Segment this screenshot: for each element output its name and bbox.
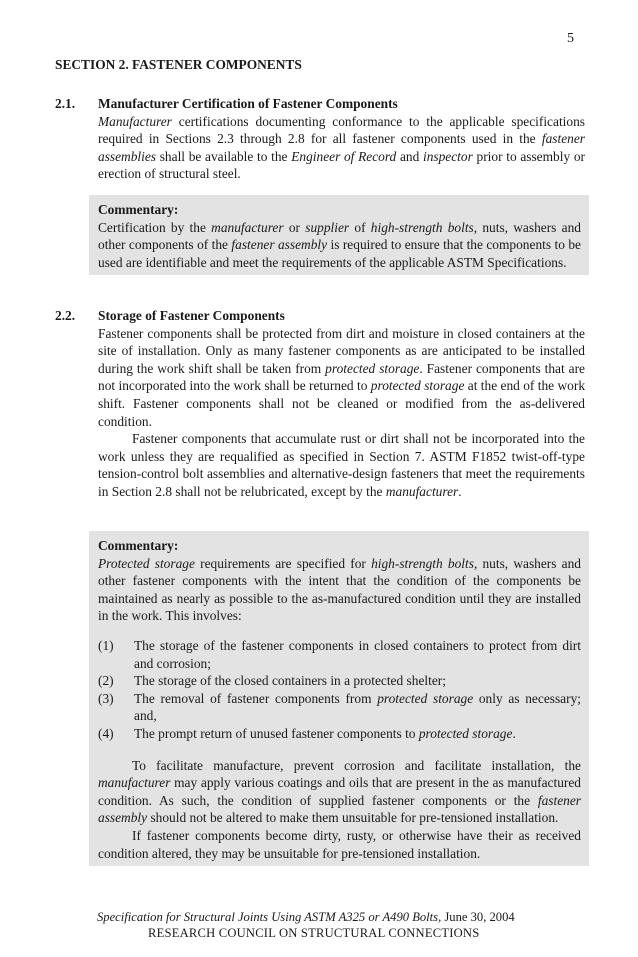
clause-2-2 xyxy=(55,307,585,501)
clause-title: Manufacturer Certification of Fastener Components xyxy=(98,96,398,111)
commentary-paragraph: Certification by the manufacturer or supplier of high-strength bolts, nuts, washers and other components of the fastener assembly is required to ensure that the components to be used are identifiable and meet the requirements of the applicable ASTM Specifications. xyxy=(98,219,581,270)
page-number: 5 xyxy=(567,31,574,46)
clause-paragraph: Fastener components that accumulate rust or dirt shall not be incorporated into the work unless they are requalified as specified in Section 7. ASTM F1852 twist-off-type tension-control bolt assemblies and alternative-design fasteners that meet the requirements in Section 2.8 shall not be relubricated, except by the manufacturer. xyxy=(98,431,585,499)
clause-paragraph: Manufacturer certifications documenting conformance to the applicable specifications required in Sections 2.3 through 2.8 for all fastener components used in the fastener assemblies shall be available to the Engineer of Record and inspector prior to assembly or erection of structural steel. xyxy=(98,113,585,182)
clause-paragraph: Fastener components shall be protected from dirt and moisture in closed containers at the site of installation. Only as many fastener components as are anticipated to be installed during the work shift shall be taken from protected storage. Fastener components that are not incorporated into the work shall be returned to protected storage at the end of the work shift. Fastener components shall not be cleaned or modified from the as-delivered condition. xyxy=(98,325,586,429)
clause-body xyxy=(98,307,585,501)
commentary-box-2-2 xyxy=(89,531,589,866)
list-item: (4) The prompt return of unused fastener components to protected storage. xyxy=(98,725,516,741)
list-item: (3) The removal of fastener components from protected storage only as necessary; and, xyxy=(98,690,581,724)
list-item: (2) The storage of the closed containers in a protected shelter; xyxy=(98,673,446,689)
clause-body xyxy=(98,95,585,183)
footer-citation: Specification for Structural Joints Using ASTM A325 or A490 Bolts, June 30, 2004 xyxy=(97,910,515,924)
commentary-title: Commentary: xyxy=(98,538,179,553)
commentary-box-2-1 xyxy=(89,195,589,275)
clause-number: 2.1. xyxy=(55,96,76,111)
clause-2-1 xyxy=(55,95,585,183)
list-item: (1) The storage of the fastener components in closed containers to protect from dirt and corrosion; xyxy=(98,637,581,671)
section-title: SECTION 2. FASTENER COMPONENTS xyxy=(55,57,302,72)
clause-number: 2.2. xyxy=(55,308,76,323)
commentary-intro: Protected storage requirements are specified for high-strength bolts, nuts, washers and other fastener components with the intent that the condition of the components be maintained as nearly as possible to the as-manufactured condition until they are installed in the work. This involves: xyxy=(98,555,581,624)
commentary-paragraph: If fastener components become dirty, rusty, or otherwise have their as received condition altered, they may be unsuitable for pre-tensioned installation. xyxy=(98,827,581,861)
commentary-title: Commentary: xyxy=(98,202,179,217)
footer-organization: RESEARCH COUNCIL ON STRUCTURAL CONNECTIONS xyxy=(148,926,480,940)
storage-requirements-list xyxy=(98,637,581,743)
commentary-paragraph: To facilitate manufacture, prevent corrosion and facilitate installation, the manufacturer may apply various coatings and oils that are present in the as manufactured condition. As such, the condition of supplied fastener components or the fastener assembly should not be altered to make them unsuitable for pre-tensioned installation. xyxy=(98,757,581,826)
clause-title: Storage of Fastener Components xyxy=(98,308,285,323)
